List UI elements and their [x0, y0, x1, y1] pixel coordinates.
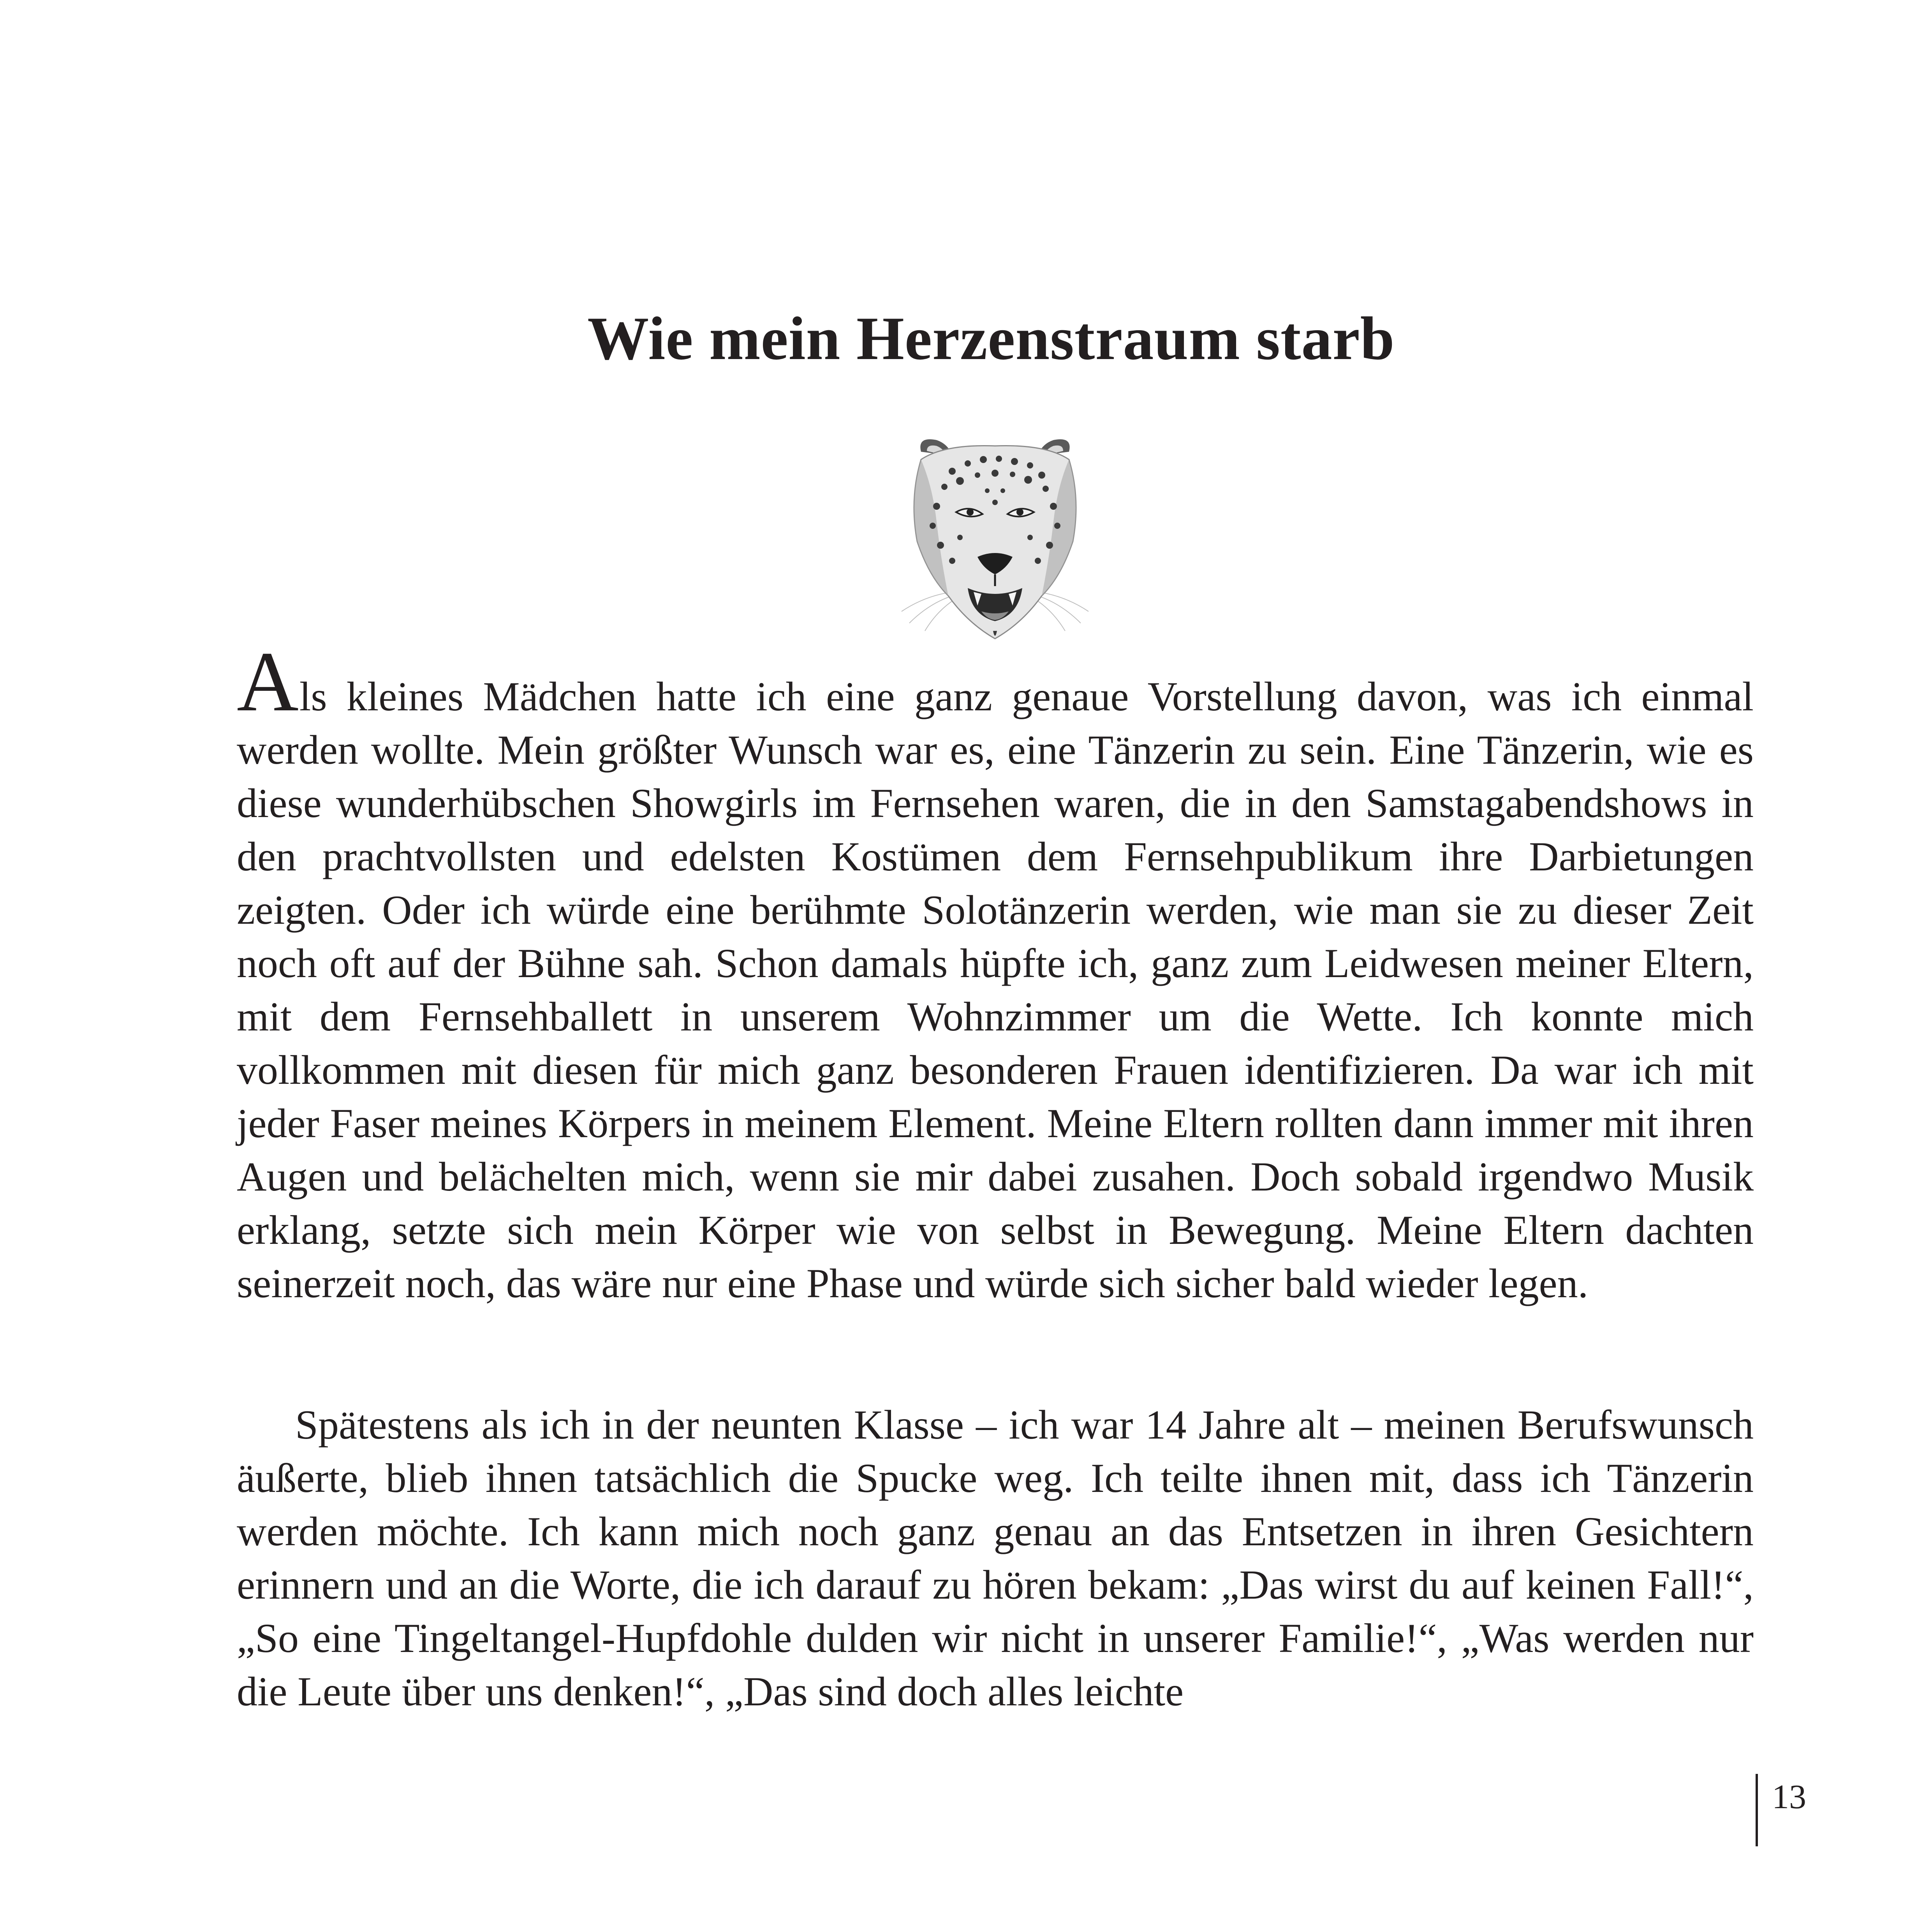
chapter-title: Wie mein Herzenstraum starb: [587, 305, 1395, 373]
paragraph-2: Spätestens als ich in der neunten Klasse – ich war 14 Jahre alt – meinen Berufswunsch äußerte, blieb ihnen tatsächlich die Spucke weg. Ich teilte ihnen mit, dass ich Tänzerin werden möchte. Ich kann mich noch ganz genau an das Entsetzen in ihren Gesichtern erinnern und an die Worte, die ich darauf zu hören bekam: „Das wirst du auf keinen Fall!“, „So eine Tingeltangel-Hupfdohle dulden wir nicht in unserer Familie!“, „Was werden nur die Leute über uns denken!“, „Das sind doch alles leichte: [237, 1402, 1754, 1714]
drop-cap-initial: A: [237, 634, 299, 729]
page-number-divider: [1756, 1774, 1758, 1846]
jaguar-head-icon: [894, 428, 1096, 646]
paragraph-1-text: ls kleines Mädchen hatte ich eine ganz genaue Vorstellung davon, was ich einmal werden wollte. Mein größter Wunsch war es, eine Tänzerin zu sein. Eine Tänzerin, wie es diese wunderhübschen Showgirls im Fernsehen waren, die in den Samstagabendshows in den prachtvollsten und edelsten Kostümen dem Fernsehpublikum ihre Darbietungen zeigten. Oder ich würde eine berühmte Solotänzerin werden, wie man sie zu dieser Zeit noch oft auf der Bühne sah. Schon damals hüpfte ich, ganz zum Leidwesen meiner Eltern, mit dem Fernsehballett in unserem Wohnzimmer um die Wette. Ich konnte mich vollkommen mit diesen für mich ganz besonderen Frauen identifizieren. Da war ich mit jeder Faser meines Körpers in meinem Element. Meine Eltern rollten dann immer mit ihren Augen und belächelten mich, wenn sie mir dabei zusahen. Doch sobald irgendwo Musik erklang, setzte sich mein Körper wie von selbst in Bewegung. Meine Eltern dachten seinerzeit noch, das wäre nur eine Phase und würde sich sicher bald wieder legen.: [237, 674, 1754, 1306]
page-number: 13: [1772, 1778, 1806, 1816]
paragraph-1: [237, 634, 1754, 1310]
